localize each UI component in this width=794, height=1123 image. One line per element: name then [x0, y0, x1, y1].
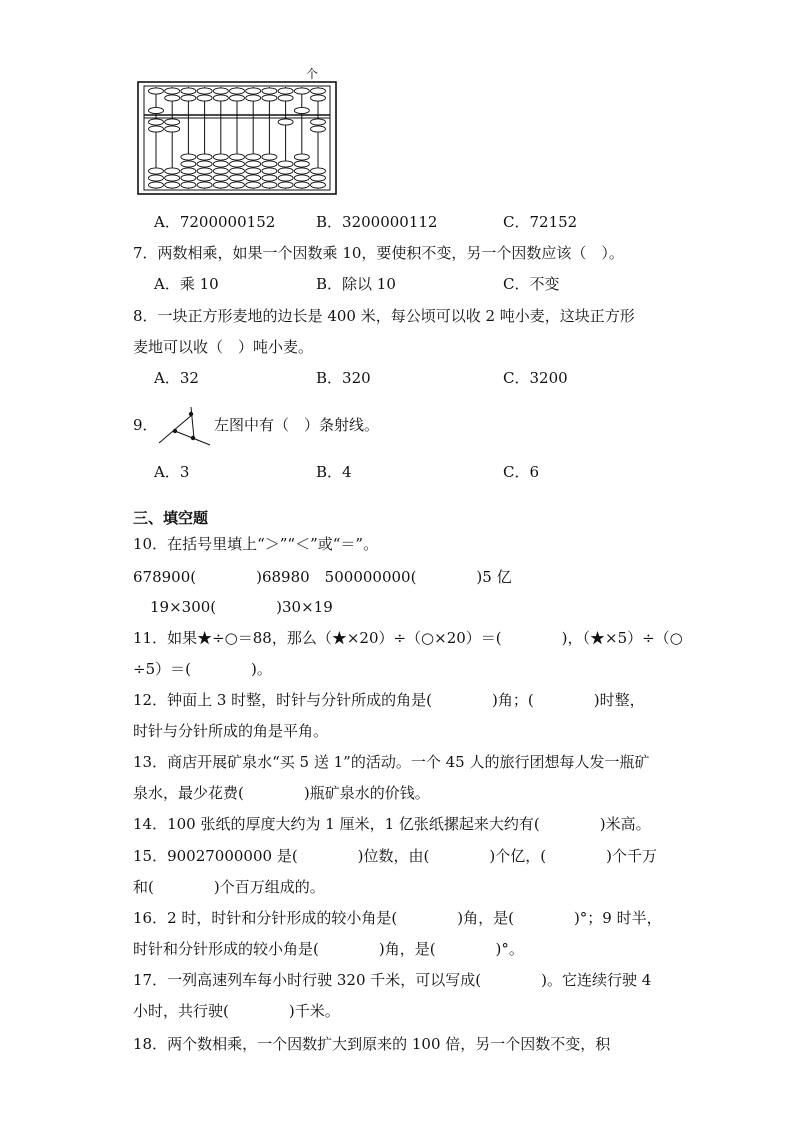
abacus-lower-bead: [197, 168, 212, 174]
q9-option-b[interactable]: B．4: [316, 463, 352, 481]
abacus-lower-bead: [294, 182, 309, 188]
q9-option-a[interactable]: A．3: [154, 463, 190, 481]
q9-number: 9．: [133, 416, 158, 434]
abacus-lower-bead-active: [278, 119, 293, 125]
q16-line1: 16．2 时，时针和分针形成的较小角是( )角，是( )°；9 时半，: [133, 909, 662, 927]
abacus-lower-bead: [294, 154, 309, 160]
q15-line2: 和( )个百万组成的。: [133, 878, 325, 896]
abacus-lower-bead: [278, 175, 293, 181]
q9-option-c[interactable]: C．6: [503, 463, 540, 481]
abacus-lower-bead: [149, 182, 164, 188]
abacus-lower-bead-active: [311, 126, 326, 132]
q13-line1: 13．商店开展矿泉水“买 5 送 1”的活动。一个 45 人的旅行团想每人发一瓶矿: [133, 753, 650, 771]
q9-stem: 左图中有（ ）条射线。: [214, 416, 380, 434]
q6-option-b[interactable]: B．3200000112: [316, 213, 438, 231]
q14-line: 14．100 张纸的厚度大约为 1 厘米，1 亿张纸摞起来大约有( )米高。: [133, 815, 651, 833]
q7-option-c[interactable]: C．不变: [503, 275, 560, 293]
abacus-lower-bead: [230, 182, 245, 188]
abacus-lower-bead: [294, 161, 309, 167]
abacus-upper-bead: [213, 88, 228, 94]
abacus-ones-label: 个: [306, 67, 319, 81]
abacus-upper-bead: [246, 95, 261, 101]
abacus-lower-bead: [213, 182, 228, 188]
abacus-lower-bead: [197, 182, 212, 188]
q13-line2: 泉水，最少花费( )瓶矿泉水的价钱。: [133, 784, 430, 802]
abacus-lower-bead: [230, 161, 245, 167]
abacus-lower-bead: [246, 161, 261, 167]
q15-line1: 15．90027000000 是( )位数，由( )个亿，( )个千万: [133, 847, 657, 865]
abacus-upper-bead: [246, 88, 261, 94]
q18-line1: 18．两个数相乘，一个因数扩大到原来的 100 倍，另一个因数不变，积: [133, 1035, 611, 1053]
abacus-lower-bead: [165, 175, 180, 181]
abacus-upper-bead: [278, 95, 293, 101]
q16-line2: 时针和分针形成的较小角是( )角，是( )°。: [133, 940, 524, 958]
abacus-upper-bead: [294, 107, 309, 113]
abacus-upper-bead: [165, 95, 180, 101]
abacus-lower-bead: [197, 175, 212, 181]
abacus-lower-bead: [311, 175, 326, 181]
q6-option-c[interactable]: C．72152: [503, 213, 578, 231]
abacus-lower-bead: [278, 182, 293, 188]
abacus-lower-bead: [246, 182, 261, 188]
q17-line1: 17．一列高速列车每小时行驶 320 千米，可以写成( )。它连续行驶 4: [133, 971, 652, 989]
q10-line-b: 19×300( )30×19: [150, 598, 333, 616]
abacus-upper-bead: [197, 95, 212, 101]
q17-line2: 小时，共行驶( )千米。: [133, 1002, 340, 1020]
q10-stem: 10．在括号里填上“＞”“＜”或“＝”。: [133, 535, 379, 553]
abacus-lower-bead: [262, 182, 277, 188]
q8-option-c[interactable]: C．3200: [503, 369, 568, 387]
abacus-lower-bead: [262, 154, 277, 160]
abacus-lower-bead: [181, 161, 196, 167]
abacus-lower-bead: [165, 182, 180, 188]
abacus-upper-bead: [311, 95, 326, 101]
abacus-upper-bead: [197, 88, 212, 94]
abacus-lower-bead: [149, 168, 164, 174]
abacus-lower-bead: [213, 161, 228, 167]
q12-line1: 12．钟面上 3 时整，时针与分针所成的角是( )角；( )时整，: [133, 691, 645, 709]
abacus-lower-bead: [246, 168, 261, 174]
abacus-lower-bead: [197, 161, 212, 167]
abacus-lower-bead: [165, 168, 180, 174]
abacus-lower-bead: [230, 175, 245, 181]
abacus-lower-bead: [213, 154, 228, 160]
abacus-lower-bead: [213, 175, 228, 181]
abacus-lower-bead: [262, 161, 277, 167]
q10-line-a: 678900( )68980 500000000( )5 亿: [133, 568, 512, 586]
abacus-upper-bead: [149, 107, 164, 113]
q7-option-a[interactable]: A．乘 10: [154, 275, 219, 293]
abacus-upper-bead: [213, 95, 228, 101]
abacus-lower-bead-active: [149, 119, 164, 125]
abacus-lower-bead: [149, 175, 164, 181]
abacus-upper-bead: [149, 88, 164, 94]
abacus-lower-bead-active: [311, 119, 326, 125]
abacus-upper-bead: [262, 88, 277, 94]
abacus-lower-bead-active: [165, 119, 180, 125]
q6-option-a[interactable]: A．7200000152: [154, 213, 276, 231]
q12-line2: 时针与分针所成的角是平角。: [133, 722, 329, 740]
abacus-lower-bead: [181, 154, 196, 160]
q8-option-a[interactable]: A．32: [154, 369, 199, 387]
abacus-upper-bead: [262, 95, 277, 101]
abacus-lower-bead: [213, 168, 228, 174]
abacus-lower-bead: [262, 175, 277, 181]
abacus-lower-bead: [278, 168, 293, 174]
q7-option-b[interactable]: B．除以 10: [316, 275, 396, 293]
abacus-lower-bead: [278, 161, 293, 167]
abacus-upper-bead: [230, 88, 245, 94]
q11-line2: ÷5）＝( )。: [133, 660, 272, 678]
abacus-upper-bead: [278, 88, 293, 94]
q8-option-b[interactable]: B．320: [316, 369, 371, 387]
abacus-upper-bead: [181, 88, 196, 94]
abacus-lower-bead: [230, 154, 245, 160]
abacus-lower-bead: [294, 168, 309, 174]
abacus-upper-bead: [294, 88, 309, 94]
abacus-lower-bead-active: [165, 126, 180, 132]
abacus-lower-bead: [311, 182, 326, 188]
q7-stem: 7．两数相乘，如果一个因数乘 10，要使积不变，另一个因数应该（ ）。: [133, 244, 624, 262]
abacus-upper-bead: [230, 95, 245, 101]
abacus-lower-bead: [197, 154, 212, 160]
abacus-lower-bead: [181, 175, 196, 181]
abacus-lower-bead: [262, 168, 277, 174]
abacus-lower-bead: [246, 154, 261, 160]
q8-stem-line1: 8．一块正方形麦地的边长是 400 米，每公顷可以收 2 吨小麦，这块正方形: [133, 307, 635, 325]
abacus-upper-bead: [181, 95, 196, 101]
abacus-lower-bead: [181, 182, 196, 188]
abacus-upper-bead: [165, 88, 180, 94]
q8-stem-line2: 麦地可以收（ ）吨小麦。: [133, 338, 314, 356]
abacus-lower-bead: [181, 168, 196, 174]
abacus-lower-bead: [246, 175, 261, 181]
section-heading: 三、填空题: [133, 509, 209, 527]
q11-line1: 11．如果★÷○＝88，那么（★×20）÷（○×20）＝( )，（★×5）÷（○: [133, 629, 683, 647]
abacus-lower-bead: [311, 168, 326, 174]
abacus-lower-bead: [230, 168, 245, 174]
abacus-upper-bead: [311, 88, 326, 94]
abacus-lower-bead: [294, 175, 309, 181]
abacus-lower-bead-active: [149, 126, 164, 132]
rays-figure: [157, 404, 217, 446]
